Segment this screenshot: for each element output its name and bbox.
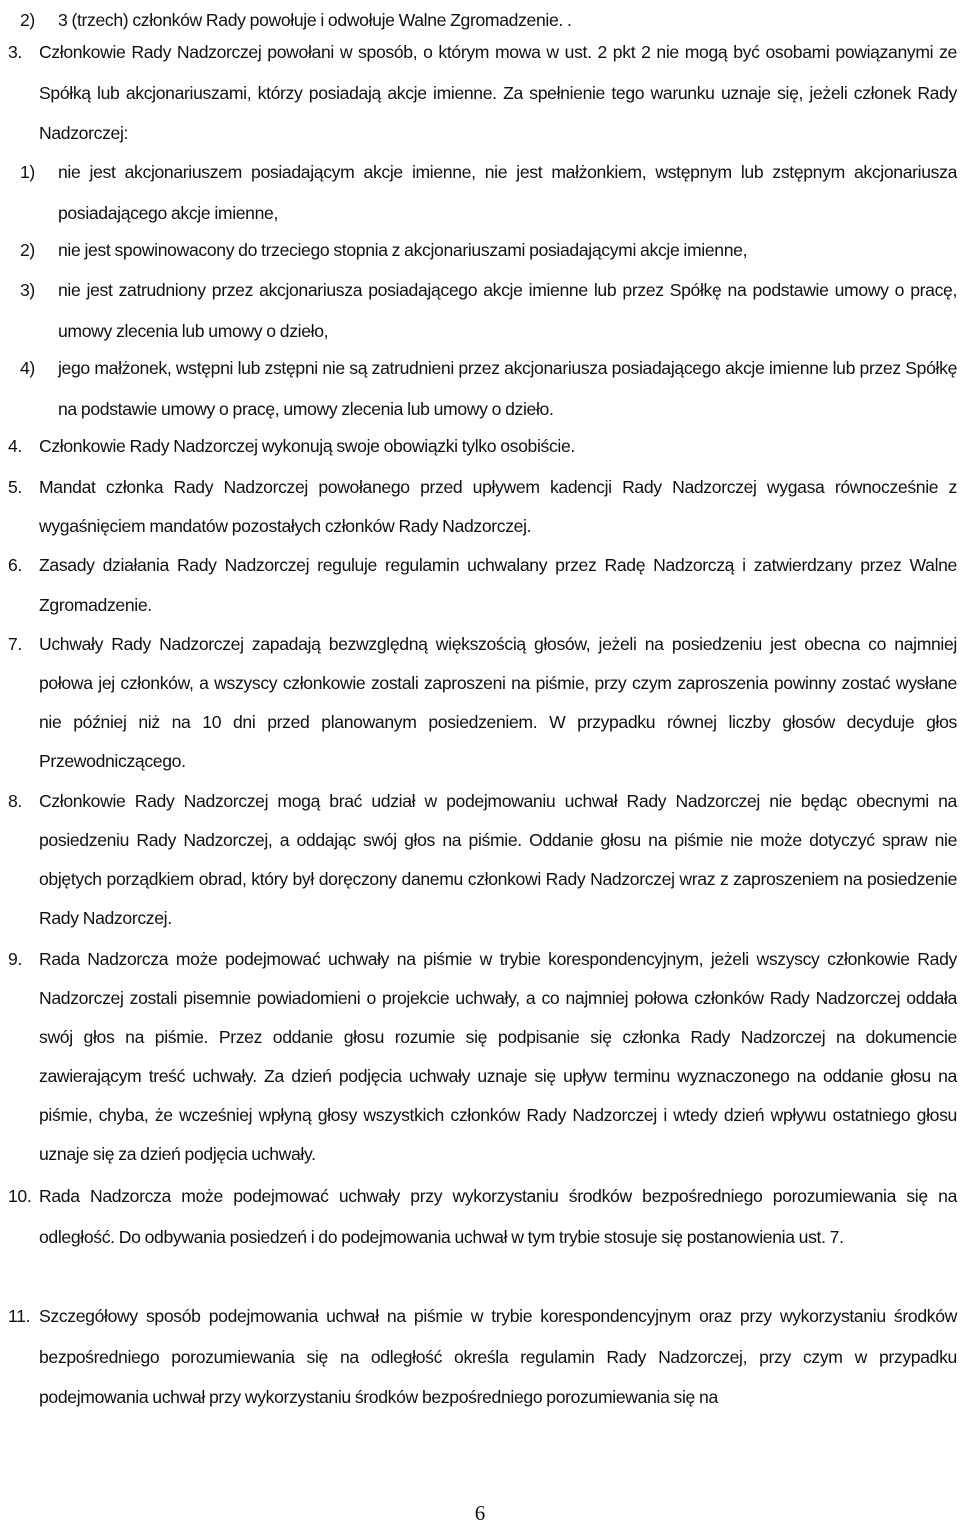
list-item-number: 4. [8, 436, 22, 456]
list-item-number: 10. [8, 1186, 32, 1206]
page-number: 6 [474, 1501, 486, 1525]
sub-item-2 [0, 230, 957, 271]
sub-item-text: nie jest spowinowacony do trzeciego stopnia z akcjonariuszami posiadającymi akcje imienne, [58, 240, 748, 260]
list-item-text: Uchwały Rady Nadzorczej zapadają bezwzględną większością głosów, jeżeli na posiedzeniu jest obecna co najmniej połowa jej członków, a wszyscy członkowie zostali zaproszeni na piśmie, przy czym zaproszenia powinny zostać wysłane nie później niż na 10 dni przed planowanym posiedzeniem. W przypadku równej liczby głosów decyduje głos Przewodniczącego. [39, 634, 957, 771]
sub-item-number: 2) [20, 240, 35, 260]
list-item-10 [0, 1176, 957, 1257]
list-item-text: Rada Nadzorcza może podejmować uchwały przy wykorzystaniu środków bezpośredniego porozumiewania się na odległość. Do odbywania posiedzeń i do podejmowania uchwał w tym trybie stosuje się postanowienia ust. 7. [39, 1186, 957, 1247]
list-item-number: 3. [8, 42, 22, 62]
list-item-8 [0, 782, 957, 938]
list-item-number: 11. [8, 1306, 31, 1326]
list-item-number: 8. [8, 791, 22, 811]
list-item-3 [0, 32, 957, 154]
list-item-11 [0, 1296, 957, 1418]
list-item-text: Mandat członka Rady Nadzorczej powołanego przed upływem kadencji Rady Nadzorczej wygasa równocześnie z wygaśnięciem mandatów pozostałych członków Rady Nadzorczej. [39, 477, 957, 536]
list-item-number: 7. [8, 634, 22, 654]
list-item-9 [0, 940, 957, 1174]
sub-item-4 [0, 348, 957, 429]
list-item-7 [0, 625, 957, 781]
list-item-text: Szczegółowy sposób podejmowania uchwał na piśmie w trybie korespondencyjnym oraz przy wykorzystaniu środków bezpośredniego porozumiewania się na odległość określa regulamin Rady Nadzorczej, przy czym w przypadku podejmowania uchwał przy wykorzystaniu środków bezpośredniego porozumiewania się na [39, 1306, 957, 1407]
list-item-number: 6. [8, 555, 22, 575]
list-item-text: Zasady działania Rady Nadzorczej reguluje regulamin uchwalany przez Radę Nadzorczą i zatwierdzany przez Walne Zgromadzenie. [39, 555, 957, 615]
list-item-text: Rada Nadzorcza może podejmować uchwały na piśmie w trybie korespondencyjnym, jeżeli wszyscy członkowie Rady Nadzorczej zostali pisemnie powiadomieni o projekcie uchwały, a co najmniej połowa członków Rady Nadzorczej oddała swój głos na piśmie. Przez oddanie głosu rozumie się podpisanie się członka Rady Nadzorczej na dokumencie zawierającym treść uchwały. Za dzień podjęcia uchwały uznaje się upływ terminu wyznaczonego na oddanie głosu na piśmie, chyba, że wcześniej wpłyną głosy wszystkich członków Rady Nadzorczej i wtedy dzień wpływu ostatniego głosu uznaje się za dzień podjęcia uchwały. [39, 949, 957, 1164]
list-item-number: 5. [8, 477, 22, 497]
list-item-5 [0, 468, 957, 545]
sub-item-text: nie jest akcjonariuszem posiadającym akcje imienne, nie jest małżonkiem, wstępnym lub zstępnym akcjonariusza posiadającego akcje imienne, [58, 162, 957, 223]
list-item-number: 9. [8, 949, 22, 969]
list-item-6 [0, 546, 957, 625]
list-item-text: 3 (trzech) członków Rady powołuje i odwołuje Walne Zgromadzenie. . [58, 10, 572, 30]
list-item-number: 2) [20, 10, 35, 30]
list-item-text: Członkowie Rady Nadzorczej mogą brać udział w podejmowaniu uchwał Rady Nadzorczej nie będąc obecnymi na posiedzeniu Rady Nadzorczej, a oddając swój głos na piśmie. Oddanie głosu na piśmie nie może dotyczyć spraw nie objętych porządkiem obrad, który był doręczony danemu członkowi Rady Nadzorczej wraz z zaproszeniem na posiedzenie Rady Nadzorczej. [39, 791, 957, 928]
sub-item-3 [0, 270, 957, 351]
list-item-text: Członkowie Rady Nadzorczej powołani w sposób, o którym mowa w ust. 2 pkt 2 nie mogą być osobami powiązanymi ze Spółką lub akcjonariuszami, którzy posiadają akcje imienne. Za spełnienie tego warunku uznaje się, jeżeli członek Rady Nadzorczej: [39, 42, 957, 143]
sub-item-number: 1) [20, 162, 35, 182]
sub-item-text: nie jest zatrudniony przez akcjonariusza posiadającego akcje imienne lub przez Spółkę na podstawie umowy o pracę, umowy zlecenia lub umowy o dzieło, [58, 280, 957, 341]
list-item-4 [0, 426, 957, 467]
list-item-text: Członkowie Rady Nadzorczej wykonują swoje obowiązki tylko osobiście. [39, 436, 575, 456]
sub-item-number: 4) [20, 358, 35, 378]
sub-item-text: jego małżonek, wstępni lub zstępni nie są zatrudnieni przez akcjonariusza posiadającego akcje imienne lub przez Spółkę na podstawie umowy o pracę, umowy zlecenia lub umowy o dzieło. [58, 358, 957, 419]
sub-item-1 [0, 152, 957, 233]
sub-item-number: 3) [20, 280, 35, 300]
